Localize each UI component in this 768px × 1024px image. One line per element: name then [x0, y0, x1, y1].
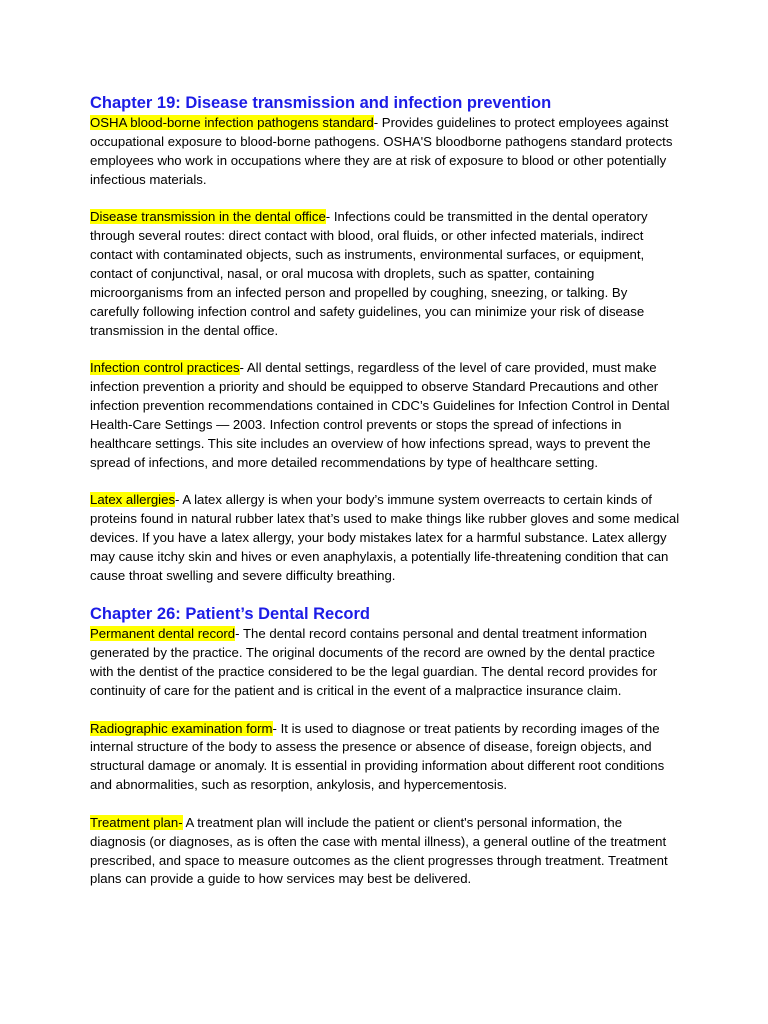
- highlighted-term: Permanent dental record: [90, 626, 236, 642]
- highlighted-term: Treatment plan-: [90, 814, 183, 830]
- chapter-heading: Chapter 19: Disease transmission and infection prevention: [90, 94, 552, 112]
- highlighted-term: Infection control practices: [90, 359, 240, 375]
- definition-entry: [90, 359, 680, 472]
- definition-text: - A latex allergy is when your body’s immune system overreacts to certain kinds of proteins found in natural rubber latex that’s used to make things like rubber gloves and some medical devices. If you have a latex allergy, your body mistakes latex for a harmful substance. Latex allergy may cause itchy skin and hives or even anaphylaxis, a potentially life-threatening condition that can cause throat swelling and severe difficulty breathing.: [90, 491, 680, 583]
- highlighted-term: Radiographic examination form: [90, 720, 273, 736]
- definition-entry: [90, 208, 680, 340]
- chapter-19-section: [90, 92, 680, 585]
- definition-text: - Infections could be transmitted in the dental operatory through several routes: direct contact with blood, oral fluids, or other infected materials, indirect contact with contaminated objects, such as instruments, environmental surfaces, or equipment, contact of conjunctival, nasal, or oral mucosa with droplets, such as spatter, containing microorganisms from an infected person and propelled by coughing, sneezing, or talking. By carefully following infection control and safety guidelines, you can minimize your risk of disease transmission in the dental office.: [90, 209, 648, 338]
- definition-text: - All dental settings, regardless of the level of care provided, must make infection prevention a priority and should be equipped to observe Standard Precautions and other infection prevention recommendations contained in CDC’s Guidelines for Infection Control in Dental Health-Care Settings — 2003. Infection control prevents or stops the spread of infections in healthcare settings. This site includes an overview of how infections spread, ways to prevent the spread of infections, and more detailed recommendations by type of healthcare setting.: [90, 359, 670, 470]
- highlighted-term: Disease transmission in the dental office: [90, 209, 326, 225]
- definition-text: - The dental record contains personal and dental treatment information generated by the practice. The original documents of the record are owned by the dental practice with the dentist of the practice considered to be the legal guardian. The dental record provides for continuity of care for the patient and is critical in the event of a malpractice insurance claim.: [90, 626, 658, 699]
- highlighted-term: Latex allergies: [90, 491, 176, 507]
- definition-entry: [90, 625, 680, 701]
- highlighted-term: OSHA blood-borne infection pathogens standard: [90, 115, 374, 130]
- definition-entry: [90, 114, 680, 190]
- definition-entry: [90, 814, 680, 890]
- chapter-heading: Chapter 26: Patient’s Dental Record: [90, 605, 370, 624]
- definition-entry: [90, 720, 680, 796]
- definition-text: - It is used to diagnose or treat patients by recording images of the internal structure of the body to assess the presence or absence of disease, foreign objects, and structural damage or anomaly. It is essential in providing information about different root conditions and abnormalities, such as resorption, ankylosis, and hypercementosis.: [90, 720, 665, 793]
- definition-text: - Provides guidelines to protect employees against occupational exposure to blood-borne pathogens. OSHA'S bloodborne pathogens standard protects employees who work in occupations where they are at risk of exposure to blood or other potentially infectious materials.: [90, 115, 673, 187]
- document-page: [90, 92, 680, 889]
- chapter-26-section: [90, 603, 680, 889]
- definition-entry: [90, 491, 680, 586]
- definition-text: A treatment plan will include the patient or client's personal information, the diagnosis (or diagnoses, as is often the case with mental illness), a general outline of the treatment prescribed, and space to measure outcomes as the client progresses through treatment. Treatment plans can provide a guide to how services may best be delivered.: [90, 814, 668, 887]
